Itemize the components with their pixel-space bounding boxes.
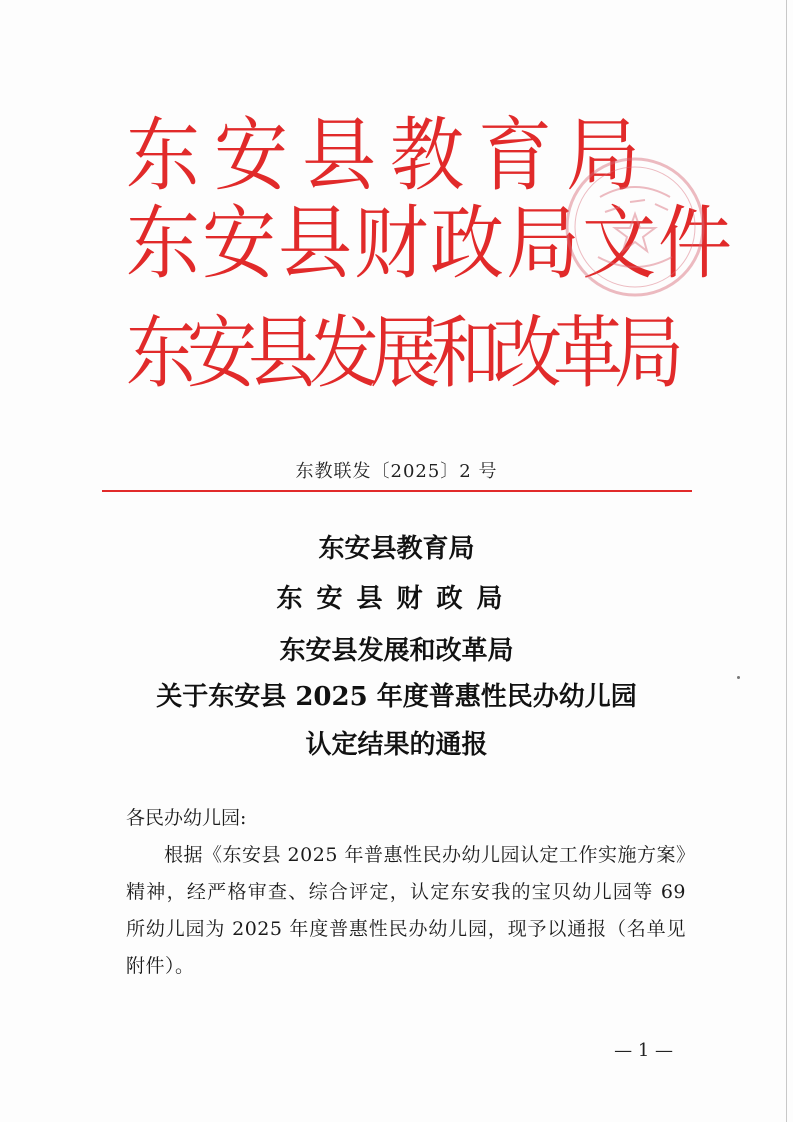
page-number: — 1 —: [614, 1040, 673, 1061]
official-seal-stamp: [560, 152, 710, 302]
scan-speck: [737, 676, 740, 679]
title-line-3: 东安县发展和改革局: [279, 636, 514, 666]
body-paragraph: 根据《东安县 2025 年普惠性民办幼儿园认定工作实施方案》精神，经严格审查、综合评定，认定东安我的宝贝幼儿园等 69 所幼儿园为 2025 年度普惠性民办幼儿园，现予以通报（名单见附件）。: [126, 844, 686, 977]
red-separator-line: [102, 490, 692, 492]
salutation: 各民办幼儿园:: [126, 807, 247, 829]
title-line-2: 东安县财政局: [276, 584, 517, 614]
title-line-1: 东安县教育局: [318, 534, 475, 564]
issuer-line-development-reform-bureau: 东安县发展和改革局: [126, 307, 675, 400]
title-line-5: 认定结果的通报: [305, 730, 488, 760]
document-number: 东教联发〔2025〕2 号: [295, 461, 498, 482]
issuer-line-education-bureau: 东安县教育局: [126, 109, 654, 203]
title-line-4: 关于东安县 2025 年度普惠性民办幼儿园: [156, 682, 637, 712]
issuer-line-finance-bureau-document: 东安县财政局文件: [126, 197, 734, 291]
